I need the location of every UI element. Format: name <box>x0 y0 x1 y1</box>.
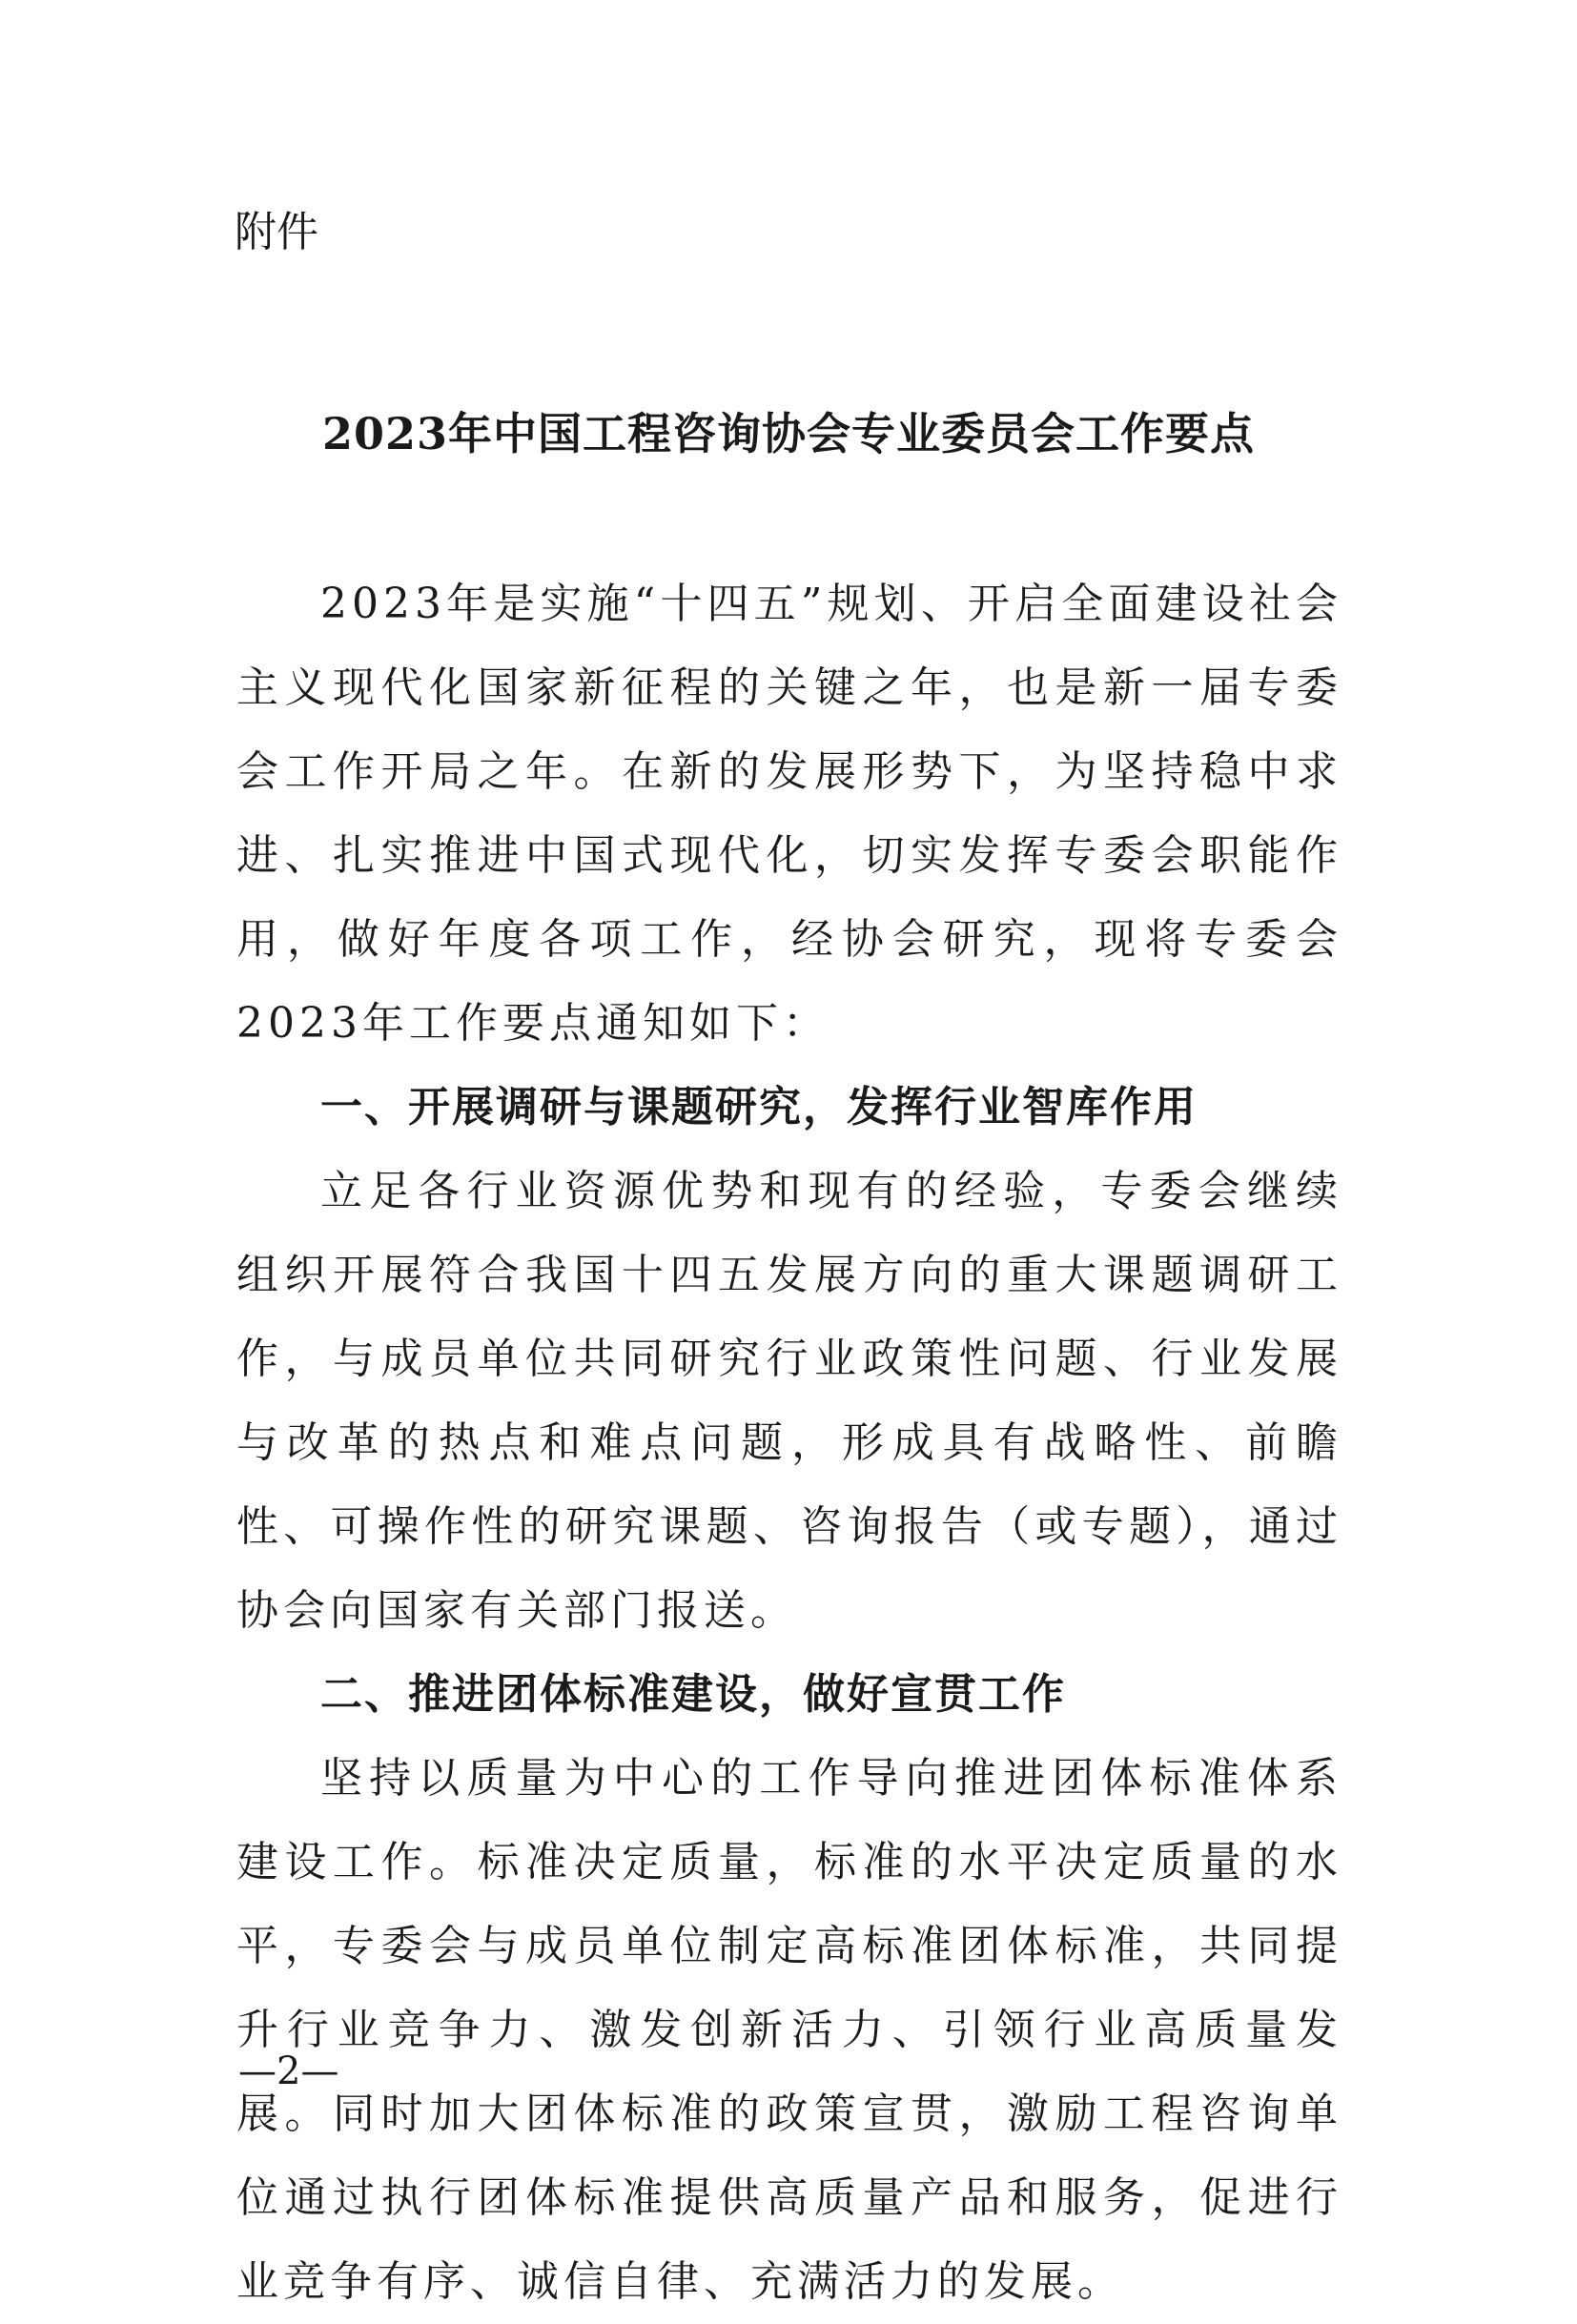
attachment-label: 附件 <box>235 208 318 256</box>
intro-paragraph: 2023年是实施“十四五”规划、开启全面建设社会主义现代化国家新征程的关键之年，也是新一届专委会工作开局之年。在新的发展形势下，为坚持稳中求进、扎实推进中国式现代化，切实发挥专委会职能作用，做好年度各项工作，经协会研究，现将专委会2023年工作要点通知如下： <box>236 580 1342 1048</box>
section-paragraph-1: 立足各行业资源优势和现有的经验，专委会继续组织开展符合我国十四五发展方向的重大课题调研工作，与成员单位共同研究行业政策性问题、行业发展与改革的热点和难点问题，形成具有战略性、前瞻性、可操作性的研究课题、咨询报告（或专题），通过协会向国家有关部门报送。 <box>236 1167 1342 1635</box>
document-body <box>236 562 1342 2324</box>
section-paragraph-2: 坚持以质量为中心的工作导向推进团体标准体系建设工作。标准决定质量，标准的水平决定质量的水平，专委会与成员单位制定高标准团体标准，共同提升行业竞争力、激发创新活力、引领行业高质量发展。同时加大团体标准的政策宣贯，激励工程咨询单位通过执行团体标准提供高质量产品和服务，促进行业竞争有序、诚信自律、充满活力的发展。 <box>236 1754 1342 2306</box>
document-title: 2023年中国工程咨询协会专业委员会工作要点 <box>321 408 1256 459</box>
section-heading-2: 二、推进团体标准建设，做好宣贯工作 <box>320 1670 1066 1719</box>
section-heading-1: 一、开展调研与课题研究，发挥行业智库作用 <box>320 1083 1198 1131</box>
page-number: —2— <box>238 2049 339 2093</box>
